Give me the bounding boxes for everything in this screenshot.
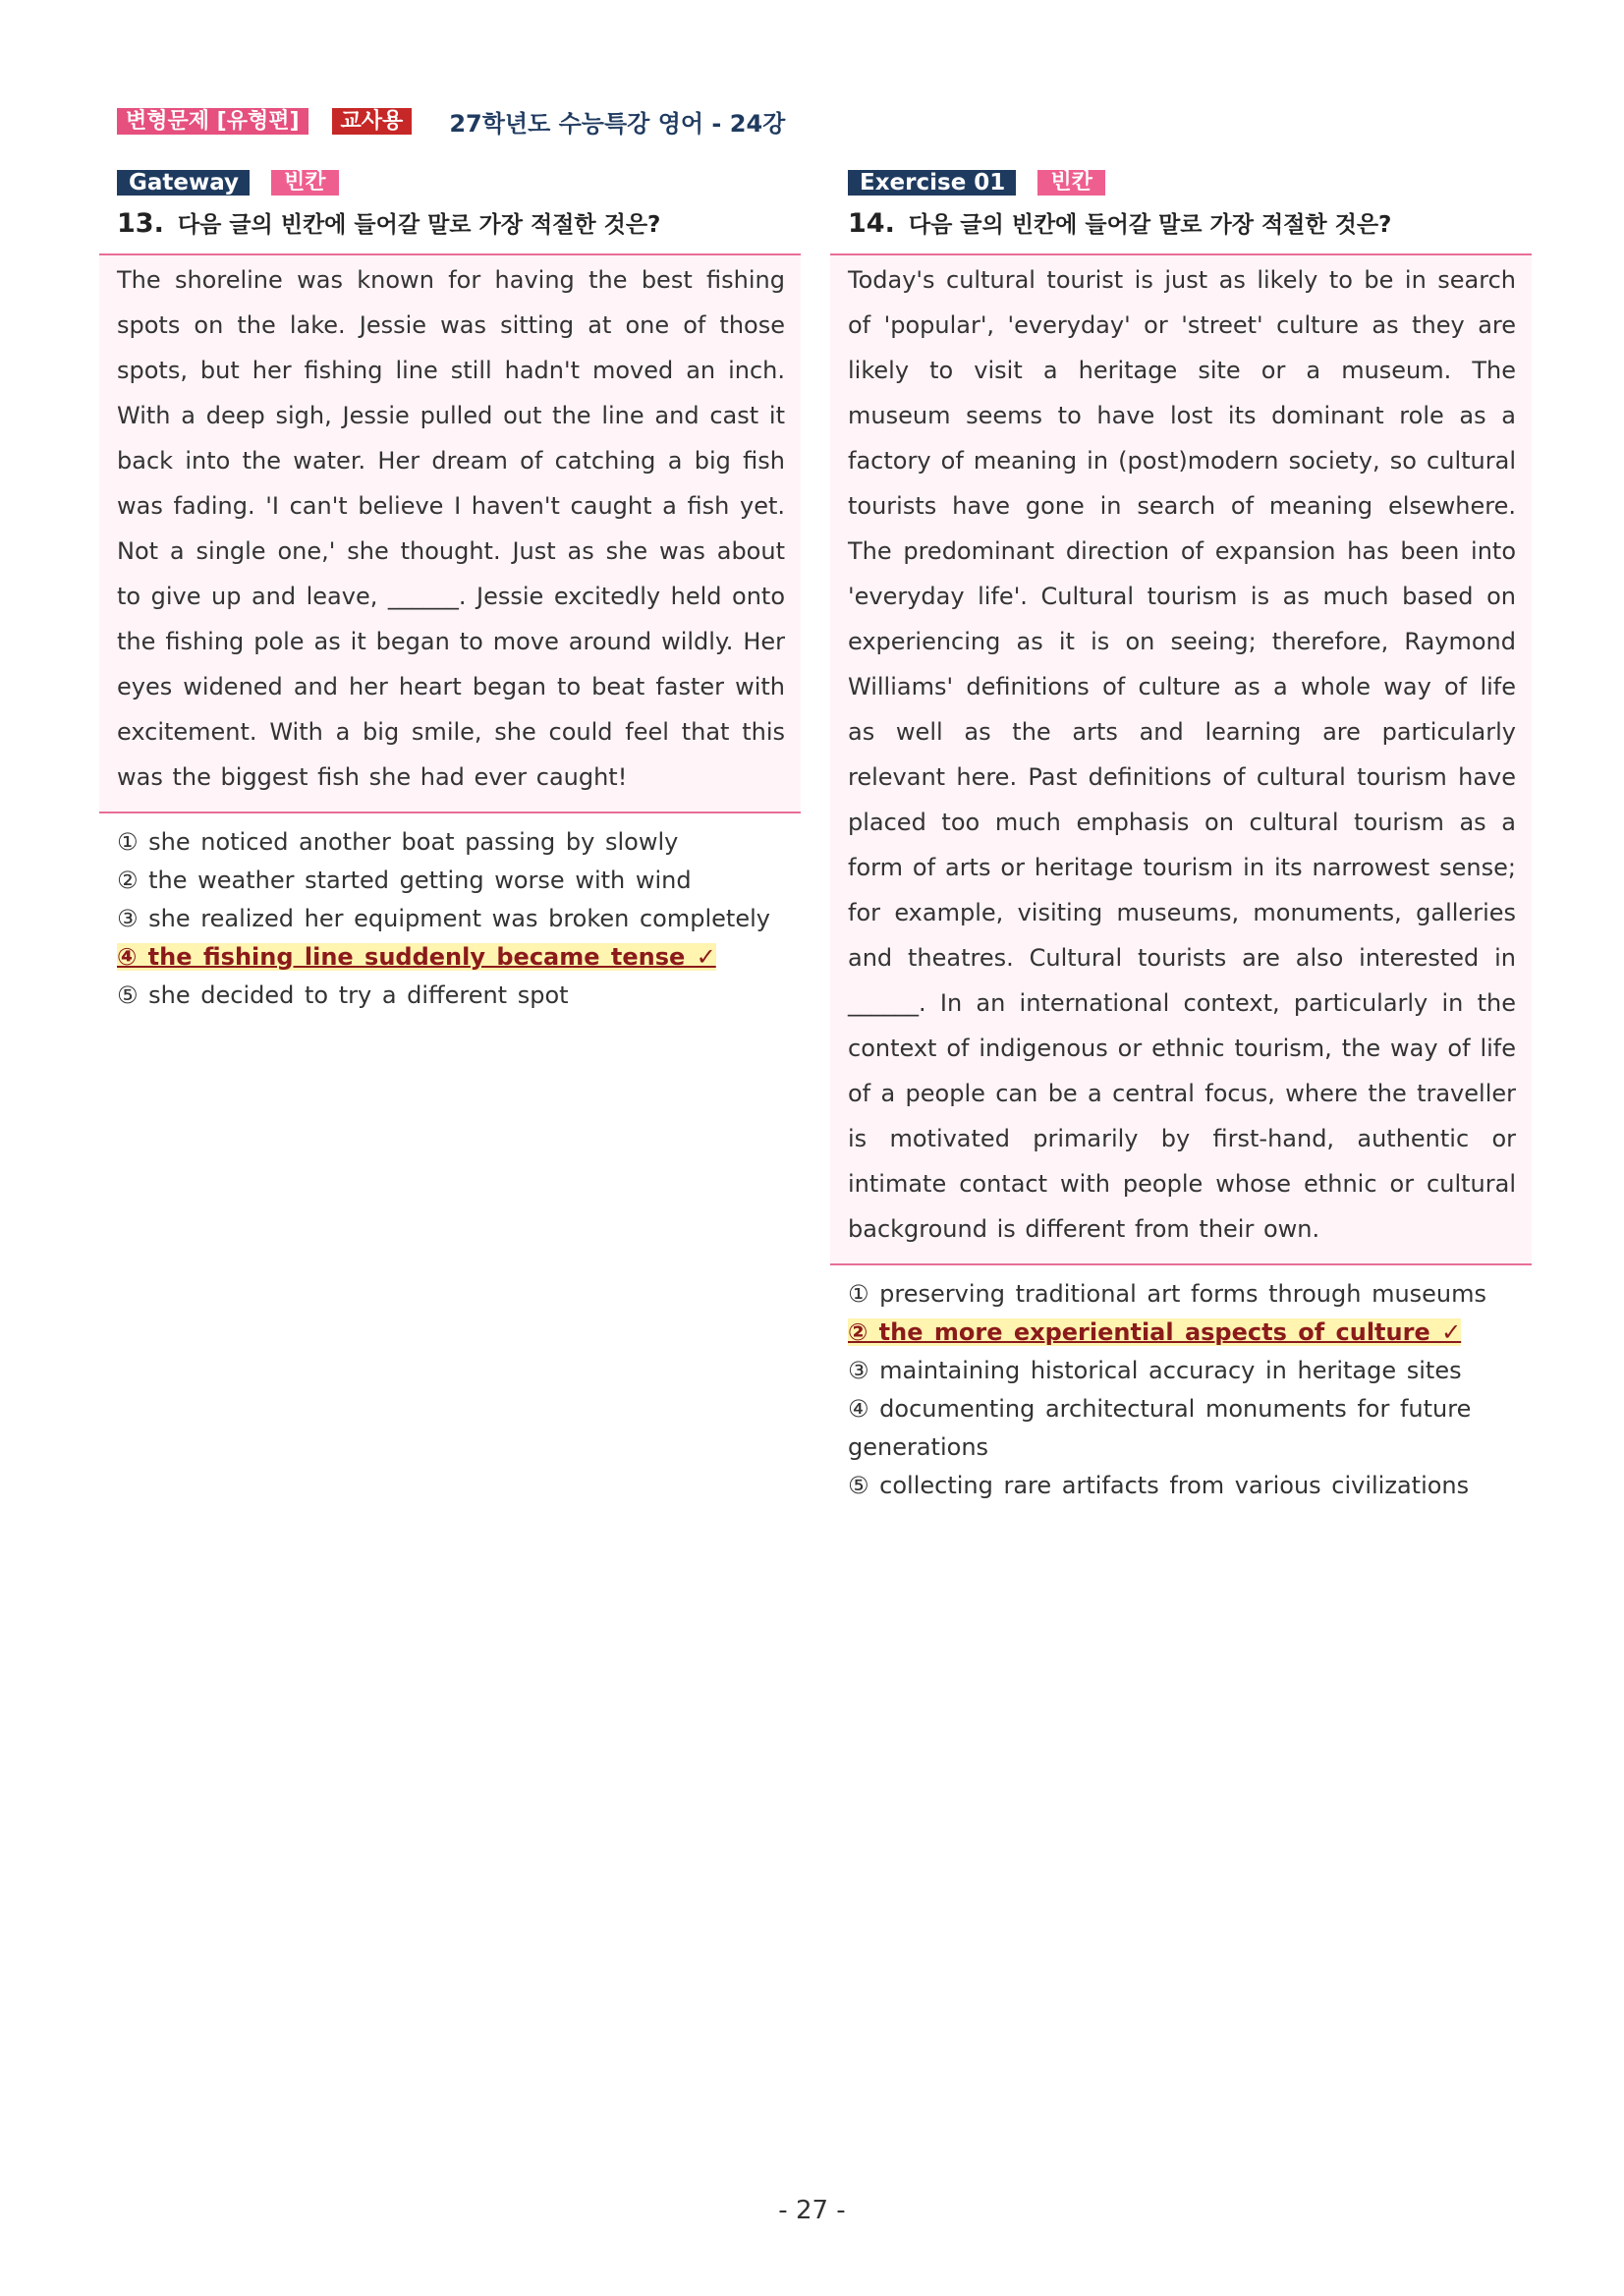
passage-box: Today's cultural tourist is just as likely to be in search of 'popular', 'everyday' or 'street' culture as they are likely to visit a heritage site or a museum. The museum seems to have lost its dominant role as a factory of meaning in (post)modern society, so cultural tourists have gone in search of meaning elsewhere. The predominant direction of expansion has been into 'everyday life'. Cultural tourism is as much based on experiencing as it is on seeing; therefore, Raymond Williams' definitions of culture as a whole way of life as well as the arts and learning are particularly relevant here. Past definitions of cultural tourism have placed too much emphasis on cultural tourism as a form of arts or heritage tourism in its narrowest sense; for example, visiting museums, monuments, galleries and theatres. Cultural tourists are also interested in ______. In an international context, particularly in the context of indigenous or ethnic tourism, the way of life of a people can be a central focus, where the traveller is motivated primarily by first-hand, authentic or intimate contact with people whose ethnic or cultural background is different from their own. bbox=[830, 253, 1532, 1265]
question-text: 다음 글의 빈칸에 들어갈 말로 가장 적절한 것은? bbox=[177, 212, 661, 238]
choice-1[interactable]: ① she noticed another boat passing by slowly bbox=[117, 828, 679, 856]
choice-2-correct[interactable]: ② the more experiential aspects of culture ✓ bbox=[848, 1318, 1462, 1346]
question-14-heading bbox=[848, 206, 1532, 242]
question-number: 14. bbox=[848, 208, 895, 239]
question-text: 다음 글의 빈칸에 들어갈 말로 가장 적절한 것은? bbox=[908, 212, 1392, 238]
choice-5[interactable]: ⑤ she decided to try a different spot bbox=[117, 981, 569, 1009]
question-labels bbox=[848, 169, 1532, 196]
type-tag: 변형문제 [유형편] bbox=[117, 108, 308, 135]
exercise-label: Exercise 01 bbox=[848, 170, 1016, 196]
choice-5[interactable]: ⑤ collecting rare artifacts from various civilizations bbox=[848, 1472, 1470, 1499]
question-13-heading bbox=[117, 206, 801, 242]
question-14-column bbox=[830, 169, 1532, 1505]
blank-type-label: 빈칸 bbox=[1037, 170, 1105, 196]
choice-1[interactable]: ① preserving traditional art forms through museums bbox=[848, 1280, 1487, 1308]
answer-choices bbox=[848, 1275, 1532, 1505]
passage-box: The shoreline was known for having the best fishing spots on the lake. Jessie was sitting at one of those spots, but her fishing line still hadn't moved an inch. With a deep sigh, Jessie pulled out the line and cast it back into the water. Her dream of catching a big fish was fading. 'I can't believe I haven't caught a fish yet. Not a single one,' she thought. Just as she was about to give up and leave, ______. Jessie excitedly held onto the fishing pole as it began to move around wildly. Her eyes widened and her heart began to beat faster with excitement. With a big smile, she could feel that this was the biggest fish she had ever caught! bbox=[99, 253, 801, 813]
page-header bbox=[117, 106, 785, 136]
teacher-tag: 교사용 bbox=[332, 108, 413, 135]
choice-3[interactable]: ③ she realized her equipment was broken completely bbox=[117, 905, 770, 932]
question-13-column bbox=[99, 169, 801, 1015]
choice-2[interactable]: ② the weather started getting worse with wind bbox=[117, 867, 692, 894]
blank-type-label: 빈칸 bbox=[271, 170, 339, 196]
choice-4-correct[interactable]: ④ the fishing line suddenly became tense ✓ bbox=[117, 943, 716, 971]
header-title: 27학년도 수능특강 영어 - 24강 bbox=[449, 109, 786, 138]
choice-4[interactable]: ④ documenting architectural monuments for future generations bbox=[848, 1395, 1472, 1461]
choice-3[interactable]: ③ maintaining historical accuracy in heritage sites bbox=[848, 1357, 1462, 1384]
gateway-label: Gateway bbox=[117, 170, 250, 196]
page-number: - 27 - bbox=[778, 2196, 846, 2225]
question-number: 13. bbox=[117, 208, 164, 239]
question-labels bbox=[117, 169, 801, 196]
answer-choices bbox=[117, 823, 801, 1015]
